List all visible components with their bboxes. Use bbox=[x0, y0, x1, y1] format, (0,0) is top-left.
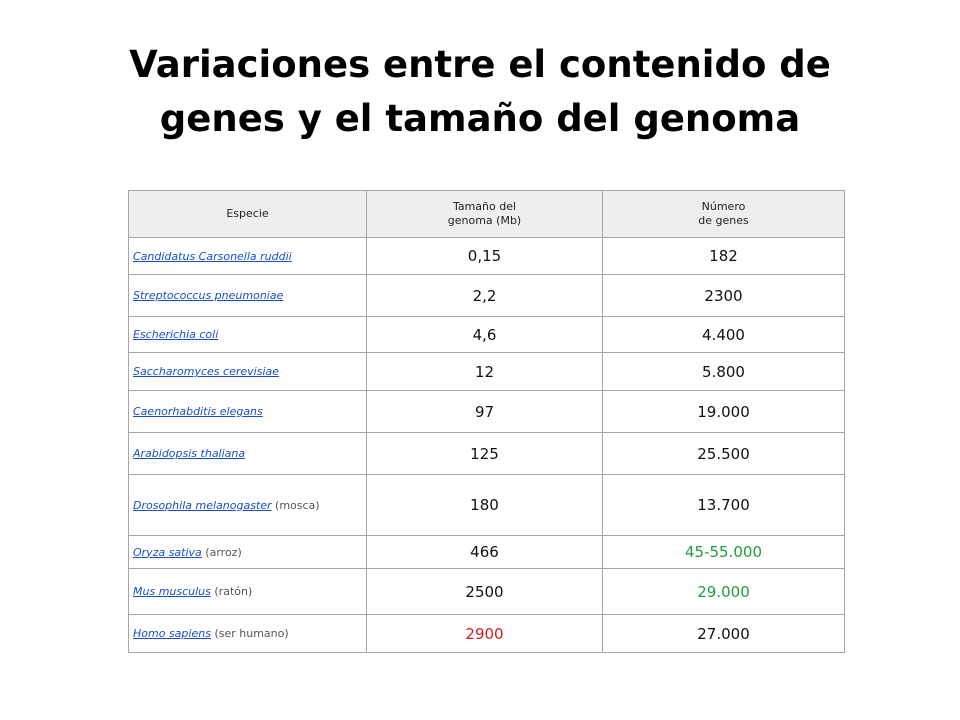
species-cell bbox=[129, 433, 367, 475]
slide-title-line-1: Variaciones entre el contenido de bbox=[129, 43, 831, 86]
species-cell bbox=[129, 475, 367, 536]
table-row bbox=[129, 536, 845, 569]
species-common-name: (ratón) bbox=[214, 585, 253, 598]
table-header-row bbox=[129, 191, 845, 238]
gene-count-cell: 19.000 bbox=[603, 391, 845, 433]
gene-count-cell: 27.000 bbox=[603, 615, 845, 653]
header-gene-count bbox=[603, 191, 845, 238]
species-link[interactable]: Streptococcus pneumoniae bbox=[133, 289, 284, 302]
slide-title bbox=[60, 38, 900, 146]
species-link[interactable]: Arabidopsis thaliana bbox=[133, 447, 246, 460]
species-link[interactable]: Homo sapiens bbox=[133, 627, 211, 640]
genome-size-cell: 12 bbox=[367, 353, 603, 391]
header-genome-size-line-1: Tamaño del bbox=[452, 200, 517, 213]
genome-size-cell: 180 bbox=[367, 475, 603, 536]
table-row bbox=[129, 569, 845, 615]
table-row bbox=[129, 275, 845, 317]
species-link[interactable]: Escherichia coli bbox=[133, 328, 219, 341]
species-link[interactable]: Saccharomyces cerevisiae bbox=[133, 365, 280, 378]
table-row bbox=[129, 615, 845, 653]
species-link[interactable]: Drosophila melanogaster bbox=[133, 498, 272, 512]
species-cell bbox=[129, 391, 367, 433]
genome-table bbox=[128, 190, 845, 653]
species-cell bbox=[129, 615, 367, 653]
species-common-name: (mosca) bbox=[275, 498, 320, 512]
species-cell bbox=[129, 317, 367, 353]
header-gene-count-line-1: Número bbox=[701, 200, 746, 213]
table-row bbox=[129, 391, 845, 433]
slide-title-line-2: genes y el tamaño del genoma bbox=[159, 97, 801, 140]
genome-size-cell: 125 bbox=[367, 433, 603, 475]
species-cell bbox=[129, 536, 367, 569]
species-link[interactable]: Mus musculus bbox=[133, 585, 211, 598]
species-cell bbox=[129, 275, 367, 317]
genome-size-cell: 4,6 bbox=[367, 317, 603, 353]
gene-count-cell: 45-55.000 bbox=[603, 536, 845, 569]
table-row bbox=[129, 353, 845, 391]
gene-count-cell: 2300 bbox=[603, 275, 845, 317]
species-cell bbox=[129, 569, 367, 615]
gene-count-cell: 4.400 bbox=[603, 317, 845, 353]
header-species bbox=[129, 191, 367, 238]
header-genome-size bbox=[367, 191, 603, 238]
gene-count-cell: 25.500 bbox=[603, 433, 845, 475]
header-species-label: Especie bbox=[226, 207, 269, 220]
gene-count-cell: 5.800 bbox=[603, 353, 845, 391]
table-row bbox=[129, 433, 845, 475]
species-link[interactable]: Caenorhabditis elegans bbox=[133, 405, 263, 418]
gene-count-cell: 29.000 bbox=[603, 569, 845, 615]
species-common-name: (arroz) bbox=[205, 545, 242, 559]
species-link[interactable]: Candidatus Carsonella ruddii bbox=[133, 249, 292, 263]
genome-size-cell: 2500 bbox=[367, 569, 603, 615]
gene-count-cell: 182 bbox=[603, 238, 845, 275]
species-cell bbox=[129, 238, 367, 275]
table-row bbox=[129, 238, 845, 275]
species-cell bbox=[129, 353, 367, 391]
species-common-name: (ser humano) bbox=[214, 627, 289, 640]
genome-size-cell: 97 bbox=[367, 391, 603, 433]
species-link[interactable]: Oryza sativa bbox=[133, 545, 202, 559]
header-genome-size-line-2: genoma (Mb) bbox=[447, 214, 522, 227]
table-row bbox=[129, 475, 845, 536]
genome-size-cell: 0,15 bbox=[367, 238, 603, 275]
table-row bbox=[129, 317, 845, 353]
genome-size-cell: 466 bbox=[367, 536, 603, 569]
header-gene-count-line-2: de genes bbox=[698, 214, 749, 227]
genome-size-cell: 2900 bbox=[367, 615, 603, 653]
genome-size-cell: 2,2 bbox=[367, 275, 603, 317]
gene-count-cell: 13.700 bbox=[603, 475, 845, 536]
